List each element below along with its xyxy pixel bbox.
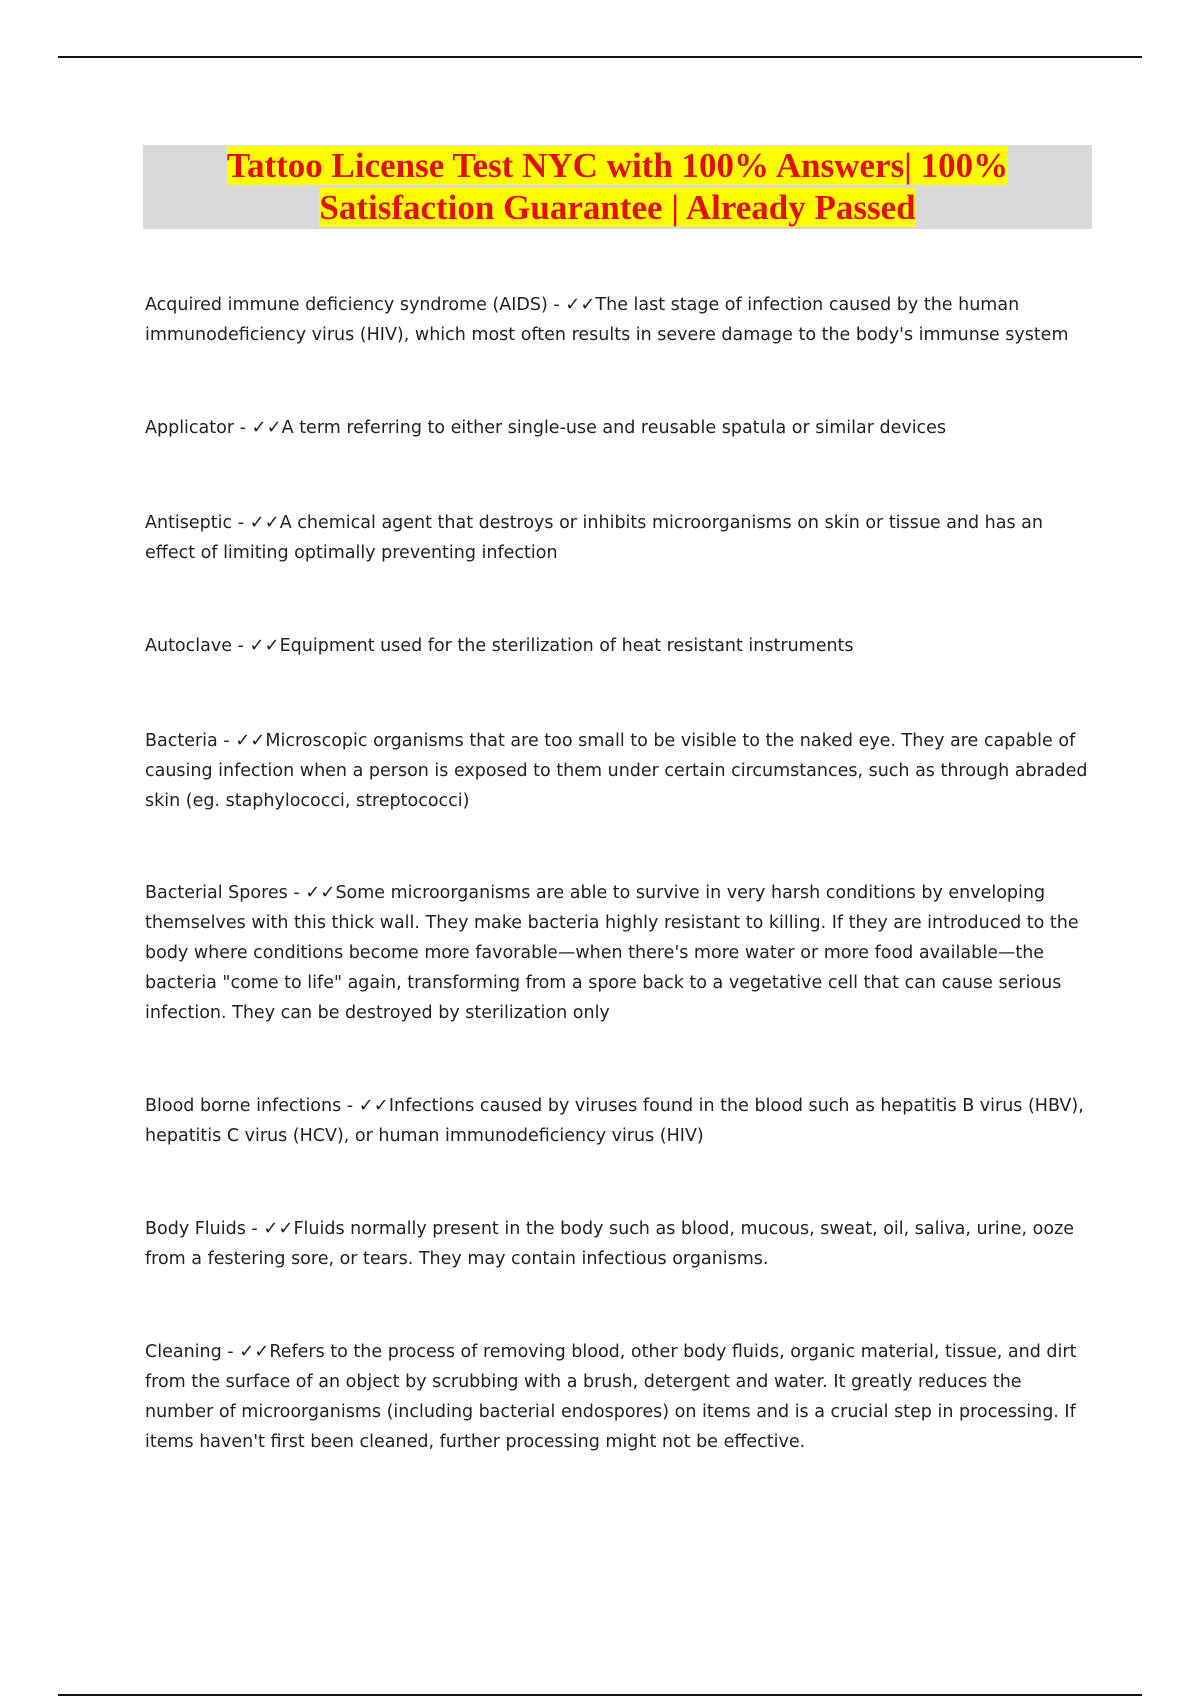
entry-definition: The last stage of infection caused by the human immunodeficiency virus (HIV), which most often results in severe damage to the body's immunse system	[145, 295, 1069, 345]
entry-term: Acquired immune deficiency syndrome (AIDS)	[145, 295, 548, 315]
entry-definition: A term referring to either single-use and reusable spatula or similar devices	[281, 418, 947, 438]
entry-term: Cleaning	[145, 1342, 222, 1362]
entry-separator: -	[234, 418, 252, 438]
checkmark-icon: ✓✓	[239, 1341, 270, 1362]
entry-separator: -	[217, 731, 236, 751]
entry-definition: A chemical agent that destroys or inhibits microorganisms on skin or tissue and has an effect of limiting optimally preventing infection	[145, 513, 1043, 563]
glossary-entry	[145, 878, 1095, 1028]
entry-term: Bacterial Spores	[145, 883, 288, 903]
bottom-rule	[58, 1694, 1142, 1696]
glossary-entry	[145, 726, 1095, 816]
page-title	[227, 145, 1008, 229]
checkmark-icon: ✓✓	[249, 635, 280, 656]
entry-term: Body Fluids	[145, 1219, 246, 1239]
entry-term: Bacteria	[145, 731, 218, 751]
entry-separator: -	[245, 1219, 264, 1239]
glossary-entry	[145, 1337, 1095, 1457]
glossary-entry	[145, 631, 1095, 661]
checkmark-icon: ✓✓	[251, 417, 282, 438]
checkmark-icon: ✓✓	[305, 882, 336, 903]
checkmark-icon: ✓✓	[249, 512, 280, 533]
glossary-entry	[145, 1091, 1095, 1151]
checkmark-icon: ✓✓	[565, 294, 596, 315]
entry-separator: -	[547, 295, 566, 315]
glossary-list	[145, 290, 1095, 1457]
entry-definition: Infections caused by viruses found in the blood such as hepatitis B virus (HBV), hepatitis C virus (HCV), or human immunodeficiency virus (HIV)	[145, 1096, 1084, 1146]
entry-separator: -	[221, 1342, 240, 1362]
entry-separator: -	[231, 636, 250, 656]
entry-definition: Microscopic organisms that are too small to be visible to the naked eye. They are capable of causing infection when a person is exposed to them under certain circumstances, such as through abraded skin (eg. staphylococci, streptococci)	[145, 731, 1088, 811]
entry-separator: -	[341, 1096, 359, 1116]
page-title-line-1: Tattoo License Test NYC with 100% Answers| 100%	[226, 146, 1009, 185]
entry-definition: Refers to the process of removing blood, other body fluids, organic material, tissue, and dirt from the surface of an object by scrubbing with a brush, detergent and water. It greatly reduces the number of microorganisms (including bacterial endospores) on items and is a crucial step in processing. If items haven't first been cleaned, further processing might not be effective.	[145, 1342, 1077, 1452]
entry-definition: Equipment used for the sterilization of heat resistant instruments	[279, 636, 854, 656]
entry-separator: -	[287, 883, 306, 903]
checkmark-icon: ✓✓	[235, 730, 266, 751]
glossary-entry	[145, 1214, 1095, 1274]
title-banner	[143, 145, 1092, 229]
checkmark-icon: ✓✓	[358, 1095, 389, 1116]
entry-term: Autoclave	[145, 636, 232, 656]
entry-separator: -	[232, 513, 250, 533]
entry-term: Antiseptic	[145, 513, 233, 533]
glossary-entry	[145, 508, 1095, 568]
entry-term: Blood borne infections	[145, 1096, 342, 1116]
top-rule	[58, 56, 1142, 58]
page-title-line-2: Satisfaction Guarantee | Already Passed	[319, 188, 916, 227]
entry-term: Applicator	[145, 418, 235, 438]
entry-definition: Some microorganisms are able to survive in very harsh conditions by enveloping themselves with this thick wall. They make bacteria highly resistant to killing. If they are introduced to the body where conditions become more favorable—when there's more water or more food available—the bacteria "come to life" again, transforming from a spore back to a vegetative cell that can cause serious infection. They can be destroyed by sterilization only	[145, 883, 1079, 1023]
glossary-entry	[145, 290, 1095, 350]
glossary-entry	[145, 413, 1095, 443]
entry-definition: Fluids normally present in the body such as blood, mucous, sweat, oil, saliva, urine, ooze from a festering sore, or tears. They may contain infectious organisms.	[145, 1219, 1075, 1269]
checkmark-icon: ✓✓	[263, 1218, 294, 1239]
